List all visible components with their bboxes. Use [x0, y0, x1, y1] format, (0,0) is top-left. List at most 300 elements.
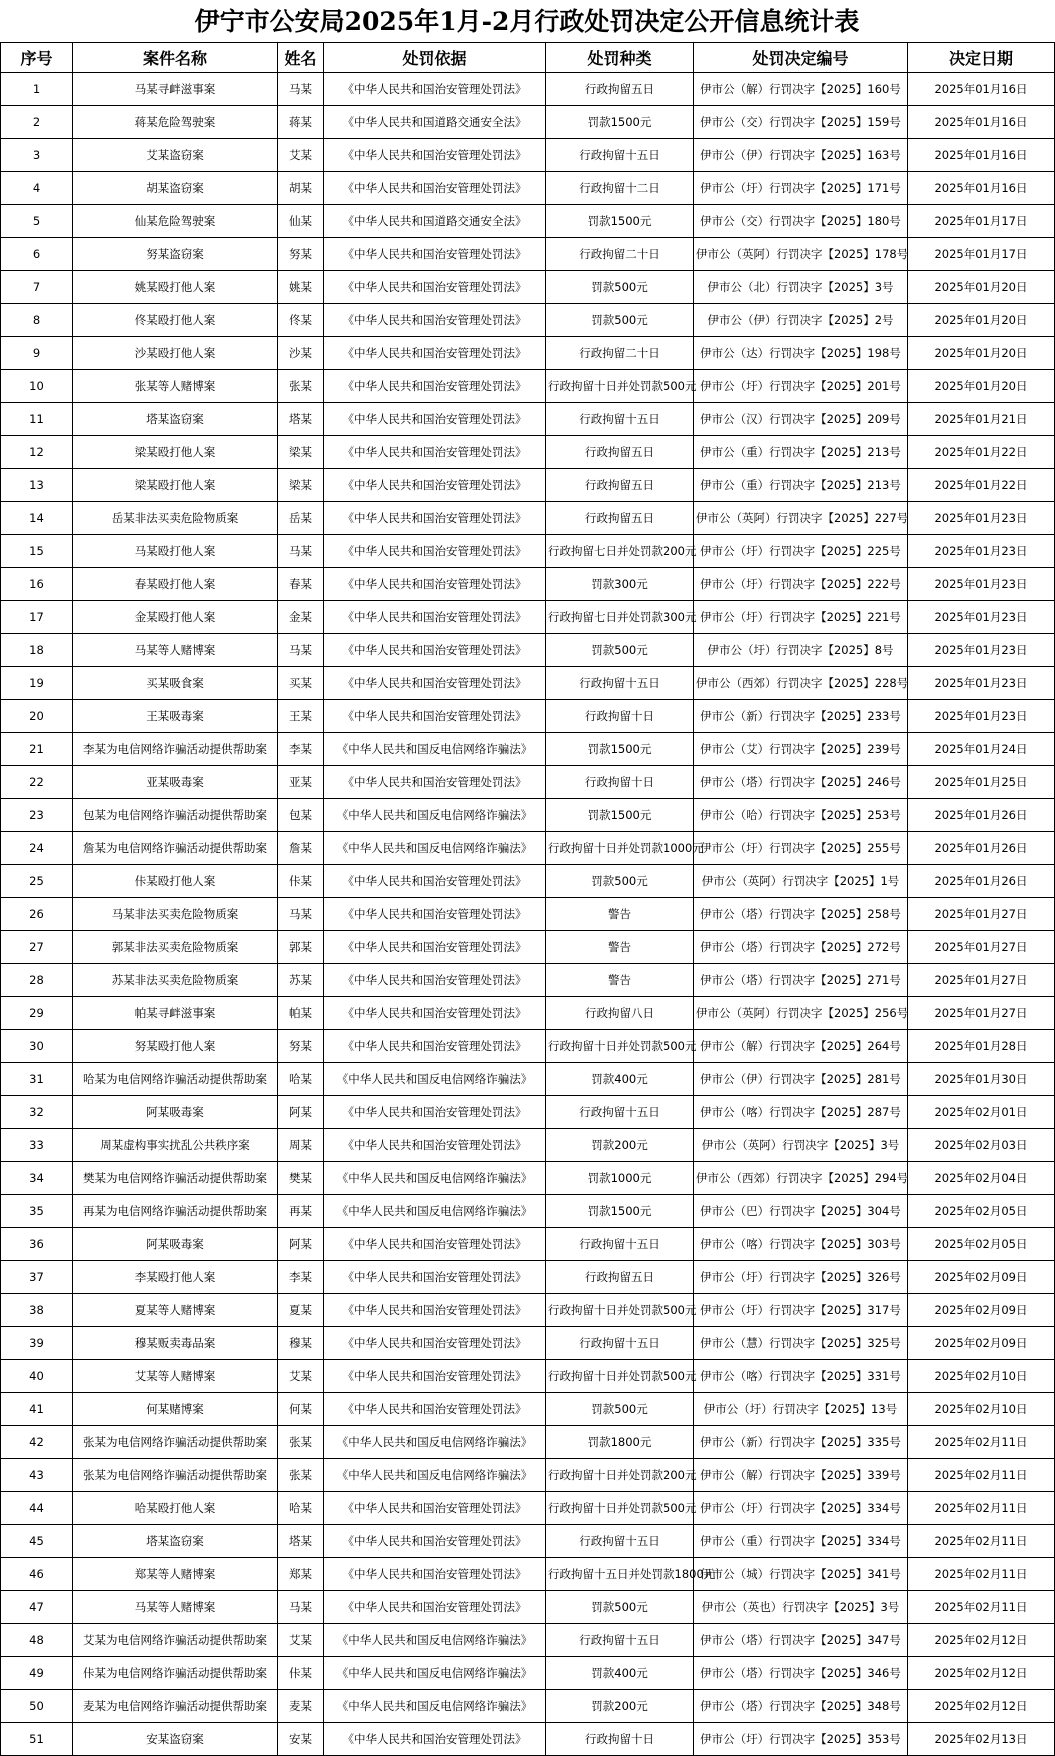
cell-decision-date: 2025年01月24日 [908, 733, 1055, 766]
cell-decision-number: 伊市公（新）行罚决字【2025】233号 [694, 700, 908, 733]
table-row [1, 832, 1055, 865]
cell-decision-date: 2025年02月01日 [908, 1096, 1055, 1129]
table-row [1, 238, 1055, 271]
cell-penalty-type: 罚款500元 [546, 304, 694, 337]
cell-legal-basis: 《中华人民共和国治安管理处罚法》 [324, 403, 546, 436]
cell-case-name: 蒋某危险驾驶案 [73, 106, 278, 139]
cell-person-name: 努某 [278, 238, 324, 271]
cell-penalty-type: 罚款1500元 [546, 106, 694, 139]
column-header-person-name: 姓名 [278, 43, 324, 73]
cell-decision-number: 伊市公（英阿）行罚决字【2025】256号 [694, 997, 908, 1030]
cell-legal-basis: 《中华人民共和国反电信网络诈骗法》 [324, 799, 546, 832]
cell-decision-date: 2025年02月03日 [908, 1129, 1055, 1162]
cell-person-name: 佧某 [278, 865, 324, 898]
cell-decision-number: 伊市公（喀）行罚决字【2025】287号 [694, 1096, 908, 1129]
cell-penalty-type: 行政拘留十日并处罚款500元 [546, 1030, 694, 1063]
table-row [1, 700, 1055, 733]
cell-row-index: 50 [1, 1690, 73, 1723]
cell-penalty-type: 行政拘留十日并处罚款500元 [546, 1360, 694, 1393]
cell-row-index: 5 [1, 205, 73, 238]
cell-person-name: 岳某 [278, 502, 324, 535]
cell-case-name: 努某殴打他人案 [73, 1030, 278, 1063]
table-row [1, 1459, 1055, 1492]
cell-decision-date: 2025年01月20日 [908, 304, 1055, 337]
cell-row-index: 23 [1, 799, 73, 832]
cell-row-index: 2 [1, 106, 73, 139]
cell-decision-number: 伊市公（伊）行罚决字【2025】2号 [694, 304, 908, 337]
cell-case-name: 佧某为电信网络诈骗活动提供帮助案 [73, 1657, 278, 1690]
cell-row-index: 30 [1, 1030, 73, 1063]
table-row [1, 139, 1055, 172]
column-header-decision-date: 决定日期 [908, 43, 1055, 73]
column-header-penalty-type: 处罚种类 [546, 43, 694, 73]
cell-person-name: 樊某 [278, 1162, 324, 1195]
cell-row-index: 8 [1, 304, 73, 337]
cell-legal-basis: 《中华人民共和国治安管理处罚法》 [324, 601, 546, 634]
cell-person-name: 努某 [278, 1030, 324, 1063]
cell-person-name: 马某 [278, 634, 324, 667]
cell-legal-basis: 《中华人民共和国治安管理处罚法》 [324, 1525, 546, 1558]
cell-person-name: 艾某 [278, 1624, 324, 1657]
cell-decision-date: 2025年01月23日 [908, 535, 1055, 568]
cell-decision-date: 2025年01月16日 [908, 106, 1055, 139]
cell-decision-date: 2025年02月12日 [908, 1657, 1055, 1690]
cell-person-name: 梁某 [278, 436, 324, 469]
cell-row-index: 51 [1, 1723, 73, 1756]
cell-case-name: 马某等人赌博案 [73, 634, 278, 667]
cell-person-name: 买某 [278, 667, 324, 700]
cell-person-name: 马某 [278, 898, 324, 931]
cell-case-name: 亚某吸毒案 [73, 766, 278, 799]
table-row [1, 667, 1055, 700]
cell-person-name: 佟某 [278, 304, 324, 337]
cell-decision-number: 伊市公（艾）行罚决字【2025】239号 [694, 733, 908, 766]
cell-decision-date: 2025年02月11日 [908, 1459, 1055, 1492]
cell-decision-number: 伊市公（圩）行罚决字【2025】353号 [694, 1723, 908, 1756]
cell-case-name: 张某为电信网络诈骗活动提供帮助案 [73, 1426, 278, 1459]
cell-decision-date: 2025年02月09日 [908, 1294, 1055, 1327]
cell-legal-basis: 《中华人民共和国治安管理处罚法》 [324, 964, 546, 997]
table-row [1, 1657, 1055, 1690]
cell-person-name: 塔某 [278, 403, 324, 436]
cell-decision-date: 2025年01月17日 [908, 205, 1055, 238]
cell-decision-date: 2025年01月17日 [908, 238, 1055, 271]
cell-person-name: 李某 [278, 1261, 324, 1294]
cell-case-name: 佧某殴打他人案 [73, 865, 278, 898]
cell-decision-number: 伊市公（重）行罚决字【2025】213号 [694, 469, 908, 502]
cell-row-index: 1 [1, 73, 73, 106]
cell-decision-date: 2025年01月21日 [908, 403, 1055, 436]
cell-case-name: 艾某等人赌博案 [73, 1360, 278, 1393]
table-row [1, 766, 1055, 799]
column-header-case-name: 案件名称 [73, 43, 278, 73]
cell-decision-date: 2025年02月05日 [908, 1195, 1055, 1228]
cell-person-name: 蒋某 [278, 106, 324, 139]
cell-row-index: 13 [1, 469, 73, 502]
table-row [1, 898, 1055, 931]
cell-penalty-type: 行政拘留十五日 [546, 1096, 694, 1129]
cell-person-name: 姚某 [278, 271, 324, 304]
cell-penalty-type: 罚款1500元 [546, 733, 694, 766]
cell-decision-number: 伊市公（巴）行罚决字【2025】304号 [694, 1195, 908, 1228]
cell-decision-date: 2025年01月26日 [908, 799, 1055, 832]
table-row [1, 1558, 1055, 1591]
cell-penalty-type: 罚款300元 [546, 568, 694, 601]
cell-case-name: 金某殴打他人案 [73, 601, 278, 634]
cell-legal-basis: 《中华人民共和国治安管理处罚法》 [324, 1591, 546, 1624]
cell-legal-basis: 《中华人民共和国治安管理处罚法》 [324, 436, 546, 469]
cell-decision-number: 伊市公（圩）行罚决字【2025】221号 [694, 601, 908, 634]
cell-legal-basis: 《中华人民共和国治安管理处罚法》 [324, 1360, 546, 1393]
cell-legal-basis: 《中华人民共和国治安管理处罚法》 [324, 337, 546, 370]
cell-decision-number: 伊市公（汉）行罚决字【2025】209号 [694, 403, 908, 436]
cell-row-index: 33 [1, 1129, 73, 1162]
cell-legal-basis: 《中华人民共和国反电信网络诈骗法》 [324, 1426, 546, 1459]
cell-penalty-type: 行政拘留七日并处罚款200元 [546, 535, 694, 568]
cell-case-name: 苏某非法买卖危险物质案 [73, 964, 278, 997]
cell-person-name: 塔某 [278, 1525, 324, 1558]
cell-penalty-type: 行政拘留十五日 [546, 139, 694, 172]
cell-case-name: 夏某等人赌博案 [73, 1294, 278, 1327]
cell-person-name: 马某 [278, 535, 324, 568]
cell-legal-basis: 《中华人民共和国反电信网络诈骗法》 [324, 1657, 546, 1690]
cell-decision-date: 2025年02月05日 [908, 1228, 1055, 1261]
cell-decision-number: 伊市公（达）行罚决字【2025】198号 [694, 337, 908, 370]
table-row [1, 403, 1055, 436]
cell-case-name: 胡某盗窃案 [73, 172, 278, 205]
table-row [1, 1030, 1055, 1063]
cell-penalty-type: 罚款1500元 [546, 799, 694, 832]
cell-decision-date: 2025年01月27日 [908, 964, 1055, 997]
cell-decision-number: 伊市公（圩）行罚决字【2025】8号 [694, 634, 908, 667]
cell-decision-number: 伊市公（塔）行罚决字【2025】271号 [694, 964, 908, 997]
table-row [1, 1723, 1055, 1756]
cell-case-name: 张某为电信网络诈骗活动提供帮助案 [73, 1459, 278, 1492]
table-row [1, 865, 1055, 898]
cell-legal-basis: 《中华人民共和国治安管理处罚法》 [324, 1096, 546, 1129]
cell-case-name: 安某盗窃案 [73, 1723, 278, 1756]
cell-penalty-type: 行政拘留五日 [546, 1261, 694, 1294]
cell-decision-number: 伊市公（英阿）行罚决字【2025】178号 [694, 238, 908, 271]
cell-row-index: 24 [1, 832, 73, 865]
cell-penalty-type: 行政拘留十日并处罚款500元 [546, 1294, 694, 1327]
cell-penalty-type: 行政拘留五日 [546, 469, 694, 502]
cell-person-name: 春某 [278, 568, 324, 601]
cell-row-index: 25 [1, 865, 73, 898]
cell-legal-basis: 《中华人民共和国治安管理处罚法》 [324, 238, 546, 271]
cell-case-name: 马某等人赌博案 [73, 1591, 278, 1624]
cell-legal-basis: 《中华人民共和国治安管理处罚法》 [324, 271, 546, 304]
cell-case-name: 姚某殴打他人案 [73, 271, 278, 304]
cell-penalty-type: 行政拘留十日 [546, 700, 694, 733]
cell-case-name: 岳某非法买卖危险物质案 [73, 502, 278, 535]
cell-penalty-type: 罚款1800元 [546, 1426, 694, 1459]
cell-row-index: 27 [1, 931, 73, 964]
cell-decision-number: 伊市公（塔）行罚决字【2025】348号 [694, 1690, 908, 1723]
cell-person-name: 金某 [278, 601, 324, 634]
cell-penalty-type: 罚款200元 [546, 1690, 694, 1723]
cell-decision-number: 伊市公（城）行罚决字【2025】341号 [694, 1558, 908, 1591]
cell-decision-number: 伊市公（塔）行罚决字【2025】346号 [694, 1657, 908, 1690]
cell-case-name: 樊某为电信网络诈骗活动提供帮助案 [73, 1162, 278, 1195]
table-row [1, 1591, 1055, 1624]
cell-person-name: 何某 [278, 1393, 324, 1426]
cell-penalty-type: 行政拘留十五日 [546, 403, 694, 436]
cell-legal-basis: 《中华人民共和国治安管理处罚法》 [324, 865, 546, 898]
table-row [1, 271, 1055, 304]
table-row [1, 799, 1055, 832]
cell-case-name: 努某盗窃案 [73, 238, 278, 271]
cell-case-name: 穆某贩卖毒品案 [73, 1327, 278, 1360]
cell-case-name: 艾某为电信网络诈骗活动提供帮助案 [73, 1624, 278, 1657]
cell-legal-basis: 《中华人民共和国治安管理处罚法》 [324, 997, 546, 1030]
cell-legal-basis: 《中华人民共和国治安管理处罚法》 [324, 1294, 546, 1327]
cell-decision-number: 伊市公（重）行罚决字【2025】334号 [694, 1525, 908, 1558]
cell-decision-number: 伊市公（英阿）行罚决字【2025】3号 [694, 1129, 908, 1162]
cell-person-name: 张某 [278, 370, 324, 403]
cell-legal-basis: 《中华人民共和国治安管理处罚法》 [324, 535, 546, 568]
cell-person-name: 再某 [278, 1195, 324, 1228]
cell-penalty-type: 行政拘留二十日 [546, 238, 694, 271]
cell-penalty-type: 罚款500元 [546, 1591, 694, 1624]
cell-legal-basis: 《中华人民共和国治安管理处罚法》 [324, 73, 546, 106]
cell-decision-date: 2025年02月13日 [908, 1723, 1055, 1756]
cell-legal-basis: 《中华人民共和国治安管理处罚法》 [324, 1393, 546, 1426]
cell-row-index: 17 [1, 601, 73, 634]
cell-row-index: 19 [1, 667, 73, 700]
cell-row-index: 6 [1, 238, 73, 271]
cell-penalty-type: 行政拘留十五日 [546, 1228, 694, 1261]
cell-case-name: 郑某等人赌博案 [73, 1558, 278, 1591]
cell-legal-basis: 《中华人民共和国反电信网络诈骗法》 [324, 832, 546, 865]
cell-decision-date: 2025年01月16日 [908, 73, 1055, 106]
cell-row-index: 37 [1, 1261, 73, 1294]
cell-decision-number: 伊市公（西郊）行罚决字【2025】228号 [694, 667, 908, 700]
cell-decision-date: 2025年01月20日 [908, 337, 1055, 370]
table-header-row [1, 43, 1055, 73]
cell-legal-basis: 《中华人民共和国反电信网络诈骗法》 [324, 1063, 546, 1096]
cell-person-name: 仙某 [278, 205, 324, 238]
cell-decision-number: 伊市公（解）行罚决字【2025】160号 [694, 73, 908, 106]
cell-decision-date: 2025年02月09日 [908, 1327, 1055, 1360]
cell-decision-number: 伊市公（圩）行罚决字【2025】171号 [694, 172, 908, 205]
penalty-table [0, 42, 1055, 1756]
cell-legal-basis: 《中华人民共和国反电信网络诈骗法》 [324, 1162, 546, 1195]
cell-row-index: 36 [1, 1228, 73, 1261]
cell-case-name: 艾某盗窃案 [73, 139, 278, 172]
cell-case-name: 阿某吸毒案 [73, 1228, 278, 1261]
cell-decision-number: 伊市公（塔）行罚决字【2025】272号 [694, 931, 908, 964]
cell-decision-number: 伊市公（交）行罚决字【2025】180号 [694, 205, 908, 238]
cell-decision-date: 2025年02月11日 [908, 1426, 1055, 1459]
table-row [1, 1162, 1055, 1195]
table-row [1, 931, 1055, 964]
cell-decision-number: 伊市公（塔）行罚决字【2025】347号 [694, 1624, 908, 1657]
cell-row-index: 14 [1, 502, 73, 535]
cell-penalty-type: 警告 [546, 964, 694, 997]
table-row [1, 1393, 1055, 1426]
cell-case-name: 哈某殴打他人案 [73, 1492, 278, 1525]
cell-penalty-type: 罚款500元 [546, 865, 694, 898]
cell-case-name: 马某殴打他人案 [73, 535, 278, 568]
table-row [1, 1492, 1055, 1525]
cell-decision-date: 2025年01月23日 [908, 568, 1055, 601]
cell-row-index: 29 [1, 997, 73, 1030]
cell-penalty-type: 行政拘留十日 [546, 1723, 694, 1756]
cell-decision-date: 2025年02月11日 [908, 1525, 1055, 1558]
cell-decision-number: 伊市公（喀）行罚决字【2025】331号 [694, 1360, 908, 1393]
cell-decision-number: 伊市公（伊）行罚决字【2025】163号 [694, 139, 908, 172]
cell-decision-date: 2025年01月23日 [908, 502, 1055, 535]
cell-person-name: 张某 [278, 1459, 324, 1492]
cell-person-name: 张某 [278, 1426, 324, 1459]
cell-row-index: 26 [1, 898, 73, 931]
cell-case-name: 塔某盗窃案 [73, 1525, 278, 1558]
cell-person-name: 亚某 [278, 766, 324, 799]
table-row [1, 337, 1055, 370]
cell-decision-date: 2025年02月09日 [908, 1261, 1055, 1294]
table-row [1, 535, 1055, 568]
cell-decision-date: 2025年01月30日 [908, 1063, 1055, 1096]
cell-person-name: 郑某 [278, 1558, 324, 1591]
cell-penalty-type: 行政拘留十五日 [546, 1525, 694, 1558]
cell-penalty-type: 行政拘留五日 [546, 73, 694, 106]
cell-row-index: 41 [1, 1393, 73, 1426]
cell-person-name: 阿某 [278, 1096, 324, 1129]
cell-case-name: 马某寻衅滋事案 [73, 73, 278, 106]
cell-person-name: 帕某 [278, 997, 324, 1030]
cell-penalty-type: 行政拘留十日并处罚款200元 [546, 1459, 694, 1492]
cell-decision-number: 伊市公（英也）行罚决字【2025】3号 [694, 1591, 908, 1624]
cell-row-index: 38 [1, 1294, 73, 1327]
cell-row-index: 11 [1, 403, 73, 436]
table-row [1, 601, 1055, 634]
cell-decision-date: 2025年01月23日 [908, 667, 1055, 700]
cell-row-index: 42 [1, 1426, 73, 1459]
cell-row-index: 34 [1, 1162, 73, 1195]
cell-decision-number: 伊市公（新）行罚决字【2025】335号 [694, 1426, 908, 1459]
column-header-index: 序号 [1, 43, 73, 73]
cell-row-index: 48 [1, 1624, 73, 1657]
cell-row-index: 47 [1, 1591, 73, 1624]
table-row [1, 1327, 1055, 1360]
cell-decision-number: 伊市公（圩）行罚决字【2025】222号 [694, 568, 908, 601]
cell-row-index: 10 [1, 370, 73, 403]
cell-person-name: 郭某 [278, 931, 324, 964]
cell-decision-date: 2025年01月23日 [908, 700, 1055, 733]
table-row [1, 1129, 1055, 1162]
cell-case-name: 再某为电信网络诈骗活动提供帮助案 [73, 1195, 278, 1228]
cell-penalty-type: 行政拘留五日 [546, 436, 694, 469]
cell-row-index: 32 [1, 1096, 73, 1129]
table-row [1, 997, 1055, 1030]
cell-person-name: 安某 [278, 1723, 324, 1756]
cell-penalty-type: 行政拘留十二日 [546, 172, 694, 205]
cell-decision-number: 伊市公（西郊）行罚决字【2025】294号 [694, 1162, 908, 1195]
cell-case-name: 麦某为电信网络诈骗活动提供帮助案 [73, 1690, 278, 1723]
cell-legal-basis: 《中华人民共和国治安管理处罚法》 [324, 502, 546, 535]
cell-decision-number: 伊市公（圩）行罚决字【2025】334号 [694, 1492, 908, 1525]
cell-case-name: 王某吸毒案 [73, 700, 278, 733]
cell-person-name: 马某 [278, 73, 324, 106]
table-row [1, 370, 1055, 403]
cell-person-name: 麦某 [278, 1690, 324, 1723]
cell-case-name: 梁某殴打他人案 [73, 436, 278, 469]
cell-penalty-type: 罚款1500元 [546, 205, 694, 238]
cell-legal-basis: 《中华人民共和国治安管理处罚法》 [324, 139, 546, 172]
cell-case-name: 阿某吸毒案 [73, 1096, 278, 1129]
cell-decision-date: 2025年01月25日 [908, 766, 1055, 799]
cell-person-name: 哈某 [278, 1492, 324, 1525]
cell-decision-date: 2025年01月27日 [908, 931, 1055, 964]
table-row [1, 1195, 1055, 1228]
table-row [1, 1294, 1055, 1327]
table-row [1, 634, 1055, 667]
table-row [1, 205, 1055, 238]
cell-decision-date: 2025年01月27日 [908, 997, 1055, 1030]
table-row [1, 568, 1055, 601]
cell-decision-number: 伊市公（哈）行罚决字【2025】253号 [694, 799, 908, 832]
table-row [1, 469, 1055, 502]
cell-person-name: 艾某 [278, 1360, 324, 1393]
cell-row-index: 45 [1, 1525, 73, 1558]
cell-person-name: 哈某 [278, 1063, 324, 1096]
cell-decision-date: 2025年02月10日 [908, 1360, 1055, 1393]
cell-decision-date: 2025年01月20日 [908, 271, 1055, 304]
cell-legal-basis: 《中华人民共和国反电信网络诈骗法》 [324, 1195, 546, 1228]
cell-decision-number: 伊市公（塔）行罚决字【2025】246号 [694, 766, 908, 799]
cell-case-name: 沙某殴打他人案 [73, 337, 278, 370]
cell-legal-basis: 《中华人民共和国治安管理处罚法》 [324, 1261, 546, 1294]
cell-case-name: 李某殴打他人案 [73, 1261, 278, 1294]
cell-decision-number: 伊市公（圩）行罚决字【2025】201号 [694, 370, 908, 403]
cell-person-name: 艾某 [278, 139, 324, 172]
cell-decision-number: 伊市公（北）行罚决字【2025】3号 [694, 271, 908, 304]
cell-person-name: 阿某 [278, 1228, 324, 1261]
table-row [1, 502, 1055, 535]
cell-legal-basis: 《中华人民共和国治安管理处罚法》 [324, 304, 546, 337]
table-row [1, 1096, 1055, 1129]
cell-penalty-type: 行政拘留七日并处罚款300元 [546, 601, 694, 634]
cell-decision-date: 2025年01月23日 [908, 634, 1055, 667]
table-row [1, 1426, 1055, 1459]
cell-case-name: 张某等人赌博案 [73, 370, 278, 403]
cell-case-name: 梁某殴打他人案 [73, 469, 278, 502]
cell-row-index: 21 [1, 733, 73, 766]
cell-decision-date: 2025年02月12日 [908, 1624, 1055, 1657]
cell-decision-date: 2025年01月28日 [908, 1030, 1055, 1063]
cell-legal-basis: 《中华人民共和国反电信网络诈骗法》 [324, 1459, 546, 1492]
cell-person-name: 胡某 [278, 172, 324, 205]
cell-decision-date: 2025年01月27日 [908, 898, 1055, 931]
cell-decision-number: 伊市公（英阿）行罚决字【2025】1号 [694, 865, 908, 898]
table-row [1, 1360, 1055, 1393]
cell-row-index: 4 [1, 172, 73, 205]
cell-decision-number: 伊市公（圩）行罚决字【2025】13号 [694, 1393, 908, 1426]
cell-decision-date: 2025年01月22日 [908, 436, 1055, 469]
cell-person-name: 包某 [278, 799, 324, 832]
cell-decision-date: 2025年01月16日 [908, 139, 1055, 172]
cell-legal-basis: 《中华人民共和国治安管理处罚法》 [324, 568, 546, 601]
cell-legal-basis: 《中华人民共和国治安管理处罚法》 [324, 172, 546, 205]
cell-person-name: 梁某 [278, 469, 324, 502]
cell-row-index: 31 [1, 1063, 73, 1096]
cell-penalty-type: 警告 [546, 931, 694, 964]
cell-row-index: 7 [1, 271, 73, 304]
cell-penalty-type: 罚款500元 [546, 634, 694, 667]
table-body [1, 73, 1055, 1756]
cell-legal-basis: 《中华人民共和国治安管理处罚法》 [324, 766, 546, 799]
